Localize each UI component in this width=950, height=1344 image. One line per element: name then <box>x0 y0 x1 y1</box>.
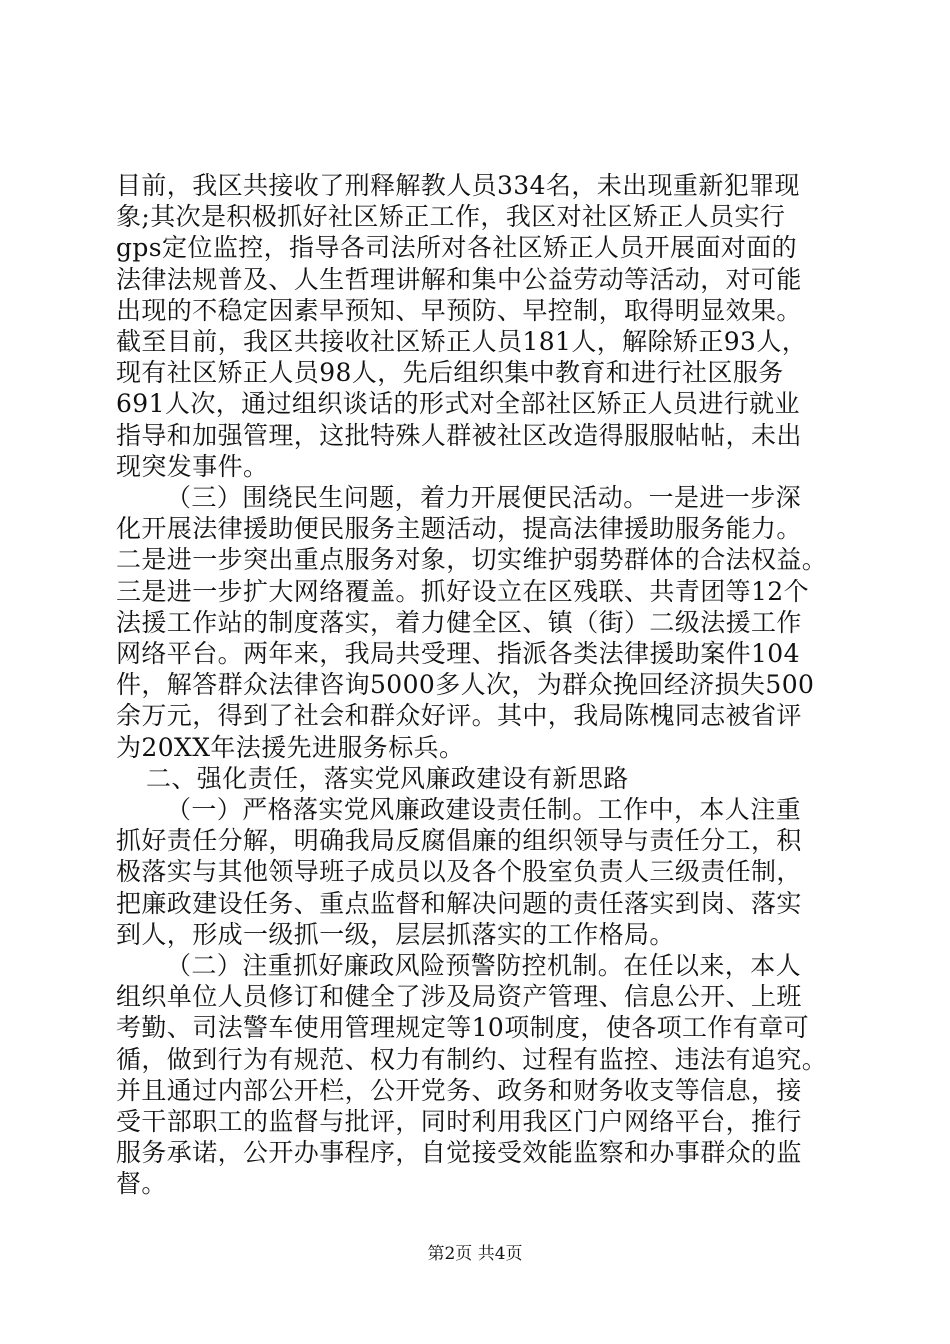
text-line: 截至目前，我区共接收社区矫正人员181人，解除矫正93人， <box>116 327 808 356</box>
text-line: 网络平台。两年来，我局共受理、指派各类法律援助案件104 <box>116 639 800 668</box>
text-line: 三是进一步扩大网络覆盖。抓好设立在区残联、共青团等12个 <box>116 576 810 606</box>
text-line: 象;其次是积极抓好社区矫正工作，我区对社区矫正人员实行 <box>116 202 786 232</box>
text-line: 现有社区矫正人员98人，先后组织集中教育和进行社区服务 <box>116 358 784 388</box>
text-line: 并且通过内部公开栏，公开党务、政务和财务收支等信息，接 <box>116 1075 802 1105</box>
text-line: 指导和加强管理，这批特殊人群被社区改造得服服帖帖，未出 <box>116 420 802 450</box>
text-line: 目前，我区共接收了刑释解教人员334名，未出现重新犯罪现 <box>116 171 800 200</box>
text-line: 组织单位人员修订和健全了涉及局资产管理、信息公开、上班 <box>116 982 802 1012</box>
text-line: 极落实与其他领导班子成员以及各个股室负责人三级责任制， <box>116 857 802 887</box>
text-line: 督。 <box>116 1169 167 1199</box>
text-line: 把廉政建设任务、重点监督和解决问题的责任落实到岗、落实 <box>116 888 802 918</box>
text-line: 法律法规普及、人生哲理讲解和集中公益劳动等活动，对可能 <box>116 264 802 294</box>
text-line: 抓好责任分解，明确我局反腐倡廉的组织领导与责任分工，积 <box>116 826 802 856</box>
text-line: 循，做到行为有规范、权力有制约、过程有监控、违法有追究。 <box>116 1044 828 1074</box>
text-line: gps定位监控，指导各司法所对各社区矫正人员开展面对面的 <box>116 233 798 263</box>
section-heading-2: 二、强化责任，落实党风廉政建设有新思路 <box>146 763 629 793</box>
text-line: 化开展法律援助便民服务主题活动，提高法律援助服务能力。 <box>116 514 802 544</box>
paragraph-heading-1: （一）严格落实党风廉政建设责任制。工作中，本人注重 <box>166 795 802 824</box>
text-line: 法援工作站的制度落实，着力健全区、镇（街）二级法援工作 <box>116 607 802 637</box>
text-line: 余万元，得到了社会和群众好评。其中，我局陈槐同志被省评 <box>116 701 802 731</box>
text-line: 考勤、司法警车使用管理规定等10项制度，使各项工作有章可 <box>116 1013 810 1043</box>
paragraph-heading-2: （二）注重抓好廉政风险预警防控机制。在任以来，本人 <box>166 951 802 980</box>
text-line: 二是进一步突出重点服务对象，切实维护弱势群体的合法权益。 <box>116 545 828 575</box>
text-line: 为20XX年法援先进服务标兵。 <box>116 732 465 762</box>
text-line: 出现的不稳定因素早预知、早预防、早控制，取得明显效果。 <box>116 295 802 325</box>
paragraph-heading-3: （三）围绕民生问题，着力开展便民活动。一是进一步深 <box>166 483 802 512</box>
text-line: 到人，形成一级抓一级，层层抓落实的工作格局。 <box>116 919 675 949</box>
text-line: 件，解答群众法律咨询5000多人次，为群众挽回经济损失500 <box>116 670 815 700</box>
text-line: 受干部职工的监督与批评，同时利用我区门户网络平台，推行 <box>116 1107 802 1136</box>
text-line: 691人次，通过组织谈话的形式对全部社区矫正人员进行就业 <box>116 389 800 419</box>
page-footer: 第2页 共4页 <box>427 1244 523 1264</box>
text-line: 现突发事件。 <box>116 451 269 481</box>
text-line: 服务承诺，公开办事程序，自觉接受效能监察和办事群众的监 <box>116 1138 802 1168</box>
